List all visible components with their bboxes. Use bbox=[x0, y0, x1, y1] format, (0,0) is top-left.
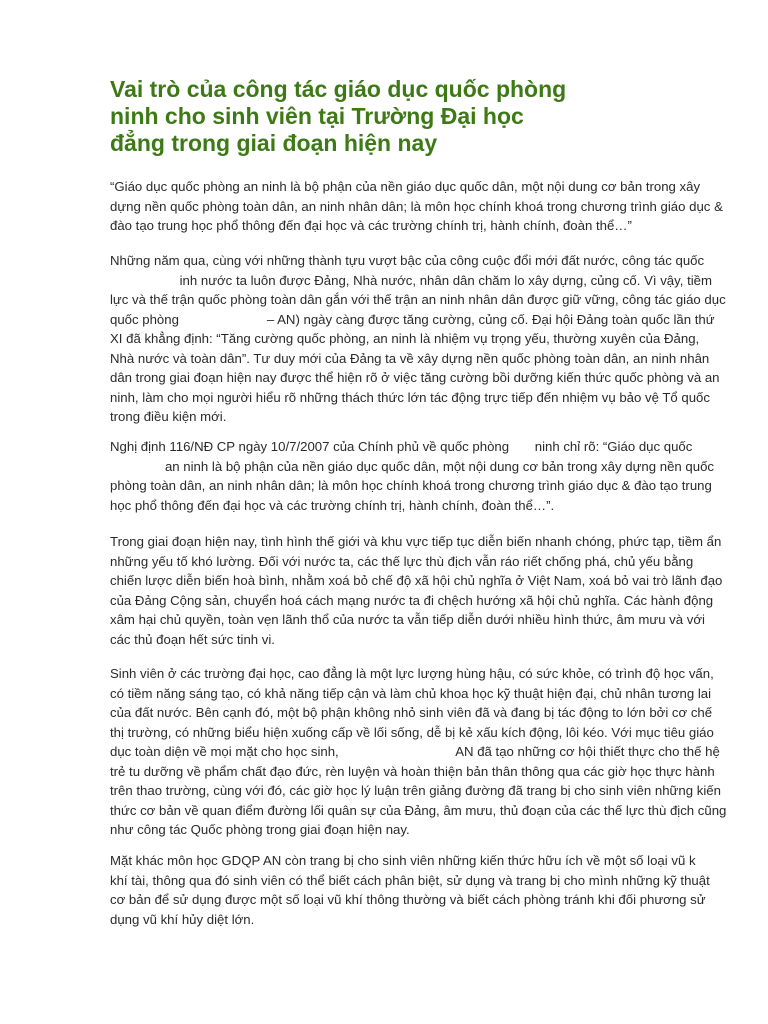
page-title bbox=[110, 76, 670, 157]
text-line: dựng nền quốc phòng toàn dân, an ninh nhân dân; là môn học chính khoá trong chương trình giáo dục & bbox=[110, 198, 723, 214]
text-line: Trong giai đoạn hiện nay, tình hình thế giới và khu vực tiếp tục diễn biến nhanh chóng, phức tạp, tiềm ẩn bbox=[110, 534, 722, 549]
text-line: phòng toàn dân, an ninh nhân dân; là môn học chính khoá trong chương trình giáo dục & đào tạo trung bbox=[110, 478, 712, 493]
text-line: dụng vũ khí hủy diệt lớn. bbox=[110, 911, 255, 927]
text-line: trẻ tu dưỡng về phẩm chất đạo đức, rèn luyện và hoàn thiện bản thân thông qua các giờ học thực hành bbox=[110, 763, 715, 779]
text-line: dục toàn diện về mọi mặt cho học sinh, AN đã tạo những cơ hội thiết thực cho thế hệ bbox=[110, 744, 720, 759]
text-line: những yếu tố khó lường. Đối với nước ta, các thế lực thù địch vẫn ráo riết chống phá, chủ yếu bằng bbox=[110, 553, 694, 569]
text-line: Nhà nước và toàn dân”. Tư duy mới của Đảng ta về xây dựng nền quốc phòng toàn dân, an ninh nhân bbox=[110, 350, 710, 366]
title-line: Vai trò của công tác giáo dục quốc phòng bbox=[110, 76, 567, 102]
text-line: inh nước ta luôn được Đảng, Nhà nước, nhân dân chăm lo xây dựng, củng cố. Vì vậy, tiềm bbox=[110, 272, 712, 288]
text-line: như công tác Quốc phòng trong giai đoạn hiện nay. bbox=[110, 822, 410, 837]
text-line: ninh, làm cho mọi người hiểu rõ những thách thức lớn tác động trực tiếp đến nhiệm vụ bảo vệ Tổ quốc bbox=[110, 389, 710, 405]
text-line: có tiềm năng sáng tạo, có khả năng tiếp cận và làm chủ khoa học kỹ thuật hiện đại, chủ nhân tương lai bbox=[110, 685, 712, 701]
text-line: khí tài, thông qua đó sinh viên có thể biết cách phân biệt, sử dụng và trang bị cho mình những kỹ thuật bbox=[110, 872, 710, 888]
paragraph-students bbox=[110, 664, 727, 840]
paragraph-achievements bbox=[110, 251, 726, 427]
text-line: dân trong giai đoạn hiện nay được thể hiện rõ ở việc tăng cường bồi dưỡng kiến thức quốc phòng và an bbox=[110, 370, 720, 385]
title-line: đẳng trong giai đoạn hiện nay bbox=[110, 130, 438, 156]
text-line: Những năm qua, cùng với những thành tựu vượt bậc của công cuộc đổi mới đất nước, công tác quốc bbox=[110, 253, 705, 268]
text-line: xâm hại chủ quyền, toàn vẹn lãnh thổ của nước ta vẫn tiếp diễn dưới nhiều hình thức, âm mưu và với bbox=[110, 612, 705, 627]
text-line: quốc phòng – AN) ngày càng được tăng cường, củng cố. Đại hội Đảng toàn quốc lần thứ bbox=[110, 311, 715, 327]
paragraph-weapons bbox=[110, 851, 714, 929]
text-line: an ninh là bộ phận của nền giáo dục quốc dân, một nội dung cơ bản trong xây dựng nền quốc bbox=[110, 458, 715, 474]
text-line: thức cơ bản về quan điểm đường lối quân sự của Đảng, âm mưu, thủ đoạn của các thế lực thù địch cũng bbox=[110, 802, 727, 818]
title-line: ninh cho sinh viên tại Trường Đại học bbox=[110, 103, 524, 129]
paragraph-decree bbox=[110, 437, 714, 515]
text-line: “Giáo dục quốc phòng an ninh là bộ phận của nền giáo dục quốc dân, một nội dung cơ bản trong xây bbox=[110, 179, 701, 194]
paragraph-quote bbox=[110, 177, 723, 236]
text-line: lực và thế trận quốc phòng toàn dân gắn với thế trận an ninh nhân dân được giữ vững, công tác giáo dục bbox=[110, 292, 726, 307]
text-line: chiến lược diễn biến hoà bình, nhằm xoá bỏ chế độ xã hội chủ nghĩa ở Việt Nam, xoá bỏ vai trò lãnh đạo bbox=[110, 573, 723, 588]
text-line: Mặt khác môn học GDQP AN còn trang bị cho sinh viên những kiến thức hữu ích về một số loại vũ k bbox=[110, 853, 696, 868]
text-line: đào tạo trung học phổ thông đến đại học và các trường chính trị, hành chính, đoàn thể…” bbox=[110, 218, 632, 233]
text-line: thị trường, có những biểu hiện xuống cấp về lối sống, dễ bị kẻ xấu kích động, lôi kéo. Với mục tiêu giáo bbox=[110, 724, 714, 740]
text-line: cơ bản để sử dụng được một số loại vũ khí thông thường và biết cách phòng tránh khi đối phương sử bbox=[110, 892, 706, 907]
text-line: Nghị định 116/NĐ CP ngày 10/7/2007 của Chính phủ về quốc phòng ninh chỉ rõ: “Giáo dục quốc bbox=[110, 439, 693, 454]
text-line: của đất nước. Bên cạnh đó, một bộ phận không nhỏ sinh viên đã và đang bị tác động to lớn bởi cơ chế bbox=[110, 705, 713, 720]
text-line: của Đảng Cộng sản, chuyển hoá cách mạng nước ta đi chệch hướng xã hội chủ nghĩa. Các hành động bbox=[110, 592, 714, 608]
paragraph-situation bbox=[110, 532, 723, 649]
text-line: XI đã khẳng định: “Tăng cường quốc phòng, an ninh là nhiệm vụ trọng yếu, thường xuyên của Đảng, bbox=[110, 331, 700, 346]
text-line: các thủ đoạn hết sức tinh vi. bbox=[110, 631, 275, 647]
text-line: học phổ thông đến đại học và các trường chính trị, hành chính, đoàn thể…”. bbox=[110, 497, 555, 513]
text-line: Sinh viên ở các trường đại học, cao đẳng là một lực lượng hùng hậu, có sức khỏe, có trình độ học vấn, bbox=[110, 666, 714, 681]
text-line: trên thao trường, cùng với đó, các giờ học lý luận trên giảng đường đã trang bị cho sinh viên những kiến bbox=[110, 783, 721, 798]
text-line: trong điều kiện mới. bbox=[110, 409, 227, 424]
